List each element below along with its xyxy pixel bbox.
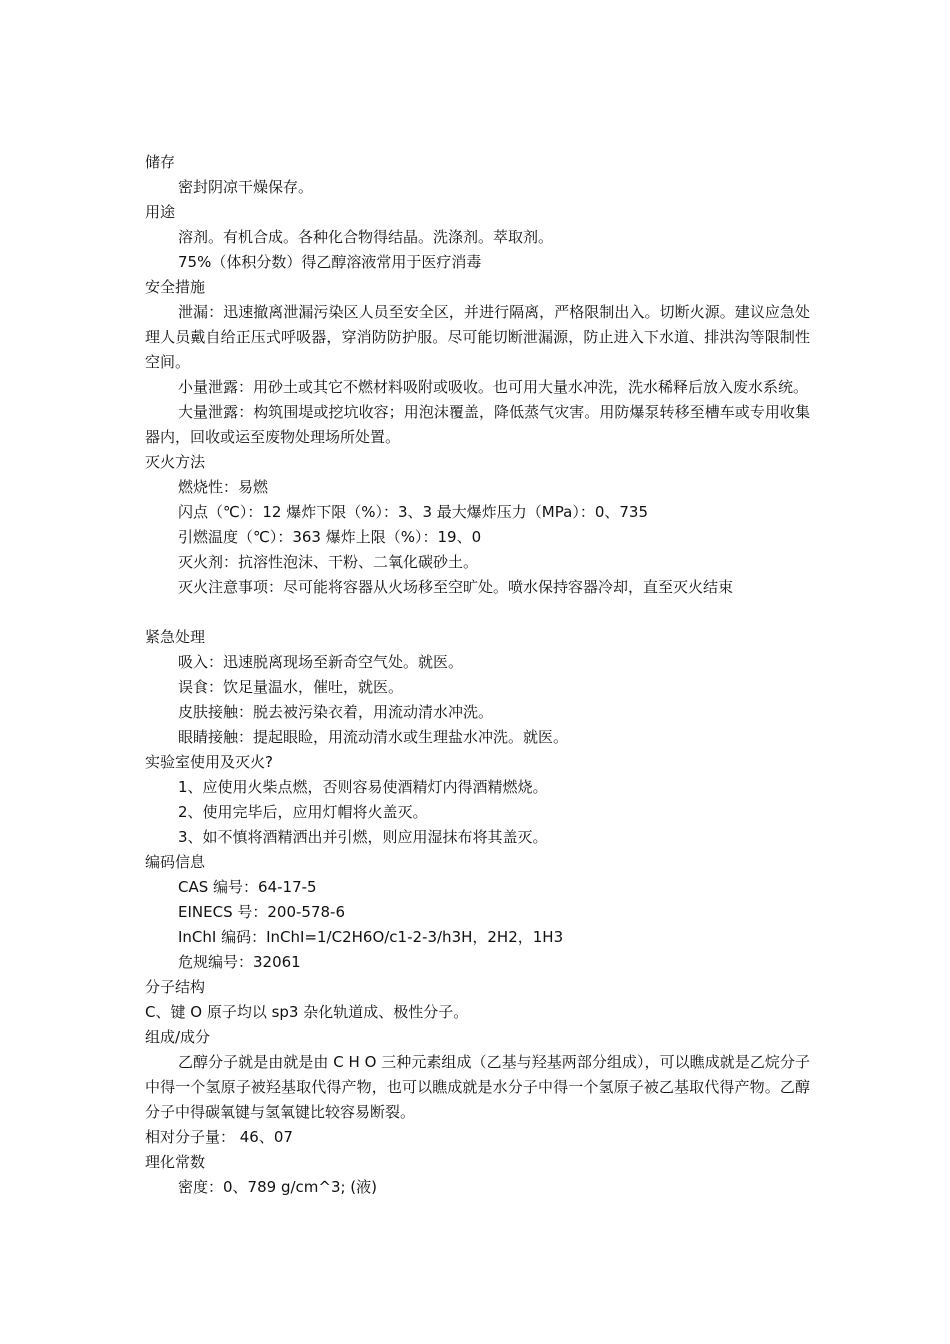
composition-heading: 组成/成分 [145, 1028, 211, 1046]
safety-large-leak-paragraph: 大量泄露：构筑围堤或挖坑收容；用泡沫覆盖，降低蒸气灾害。用防爆泵转移至槽车或专用收集器内，回收或运至废物处理场所处置。 [145, 403, 810, 446]
emergency-heading: 紧急处理 [145, 628, 206, 646]
safety-heading: 安全措施 [145, 278, 206, 296]
composition-paragraph: 乙醇分子就是由就是由 C H O 三种元素组成（乙基与羟基两部分组成），可以瞧成就是乙烷分子中得一个氢原子被羟基取代得产物，也可以瞧成就是水分子中得一个氢原子被乙基取代得产物。乙醇分子中得碳氧键与氢氧键比较容易断裂。 [145, 1053, 810, 1121]
lab-item-1: 1、应使用火柴点燃，否则容易使酒精灯内得酒精燃烧。 [178, 778, 548, 796]
uses-line-1: 溶剂。有机合成。各种化合物得结晶。洗涤剂。萃取剂。 [178, 228, 554, 246]
storage-text: 密封阴凉干燥保存。 [178, 178, 314, 196]
fire-ignition: 引燃温度（℃）：363 爆炸上限（%）：19、0 [178, 528, 482, 546]
molecular-weight: 相对分子量： 46、07 [145, 1128, 293, 1146]
structure-text: C、键 O 原子均以 sp3 杂化轨道成、极性分子。 [145, 1003, 469, 1021]
blank-line [145, 600, 810, 625]
fire-heading: 灭火方法 [145, 453, 206, 471]
uses-heading: 用途 [145, 203, 176, 221]
emergency-inhale: 吸入：迅速脱离现场至新奇空气处。就医。 [178, 653, 464, 671]
codes-hazard: 危规编号：32061 [178, 953, 301, 971]
structure-heading: 分子结构 [145, 978, 206, 996]
lab-item-2: 2、使用完毕后，应用灯帽将火盖灭。 [178, 803, 428, 821]
safety-small-leak-paragraph: 小量泄露：用砂土或其它不燃材料吸附或吸收。也可用大量水冲洗，洗水稀释后放入废水系统。 [178, 378, 809, 396]
fire-flash-point: 闪点（℃）：12 爆炸下限（%）：3、3 最大爆炸压力（MPa）：0、735 [178, 503, 648, 521]
constants-heading: 理化常数 [145, 1153, 206, 1171]
safety-leak-paragraph: 泄漏：迅速撤离泄漏污染区人员至安全区，并进行隔离，严格限制出入。切断火源。建议应急处理人员戴自给正压式呼吸器，穿消防防护服。尽可能切断泄漏源，防止进入下水道、排洪沟等限制性空间。 [145, 303, 810, 371]
fire-agent: 灭火剂：抗溶性泡沫、干粉、二氧化碳砂土。 [178, 553, 479, 571]
codes-heading: 编码信息 [145, 853, 206, 871]
lab-heading: 实验室使用及灭火? [145, 753, 273, 771]
emergency-ingest: 误食：饮足量温水，催吐，就医。 [178, 678, 404, 696]
uses-line-2: 75%（体积分数）得乙醇溶液常用于医疗消毒 [178, 253, 482, 271]
codes-cas: CAS 编号：64-17-5 [178, 878, 317, 896]
codes-inchi: InChI 编码：InChI=1/C2H6O/c1-2-3/h3H，2H2，1H3 [178, 928, 564, 946]
storage-heading: 储存 [145, 153, 176, 171]
codes-einecs: EINECS 号：200-578-6 [178, 903, 345, 921]
emergency-skin: 皮肤接触：脱去被污染衣着，用流动清水冲洗。 [178, 703, 494, 721]
document-body [145, 150, 810, 1200]
fire-flammability: 燃烧性：易燃 [178, 478, 269, 496]
constants-density: 密度：0、789 g/cm^3; (液) [178, 1178, 378, 1196]
fire-notes: 灭火注意事项：尽可能将容器从火场移至空旷处。喷水保持容器冷却，直至灭火结束 [178, 578, 734, 596]
lab-item-3: 3、如不慎将酒精洒出并引燃，则应用湿抹布将其盖灭。 [178, 828, 548, 846]
emergency-eye: 眼睛接触：提起眼睑，用流动清水或生理盐水冲洗。就医。 [178, 728, 569, 746]
